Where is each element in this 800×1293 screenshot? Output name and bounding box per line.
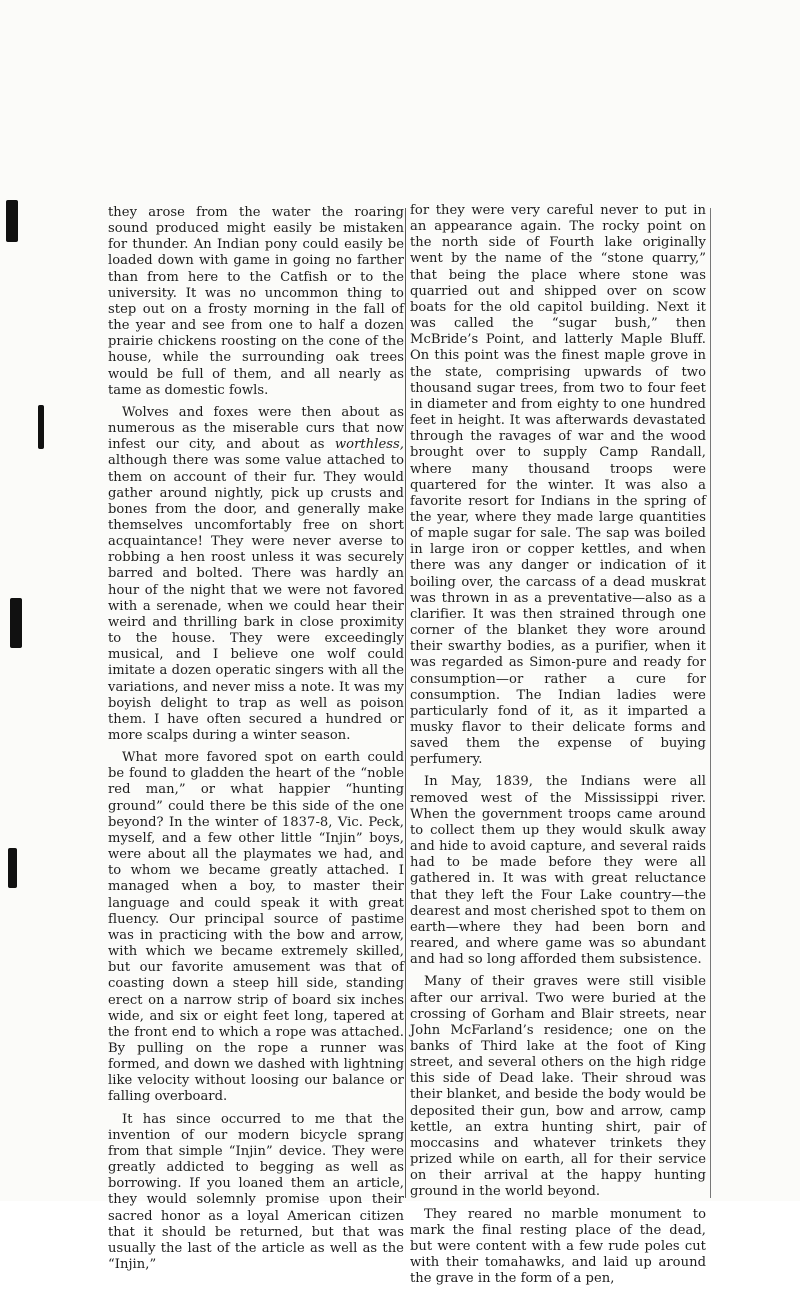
binding-hole-mark [8, 848, 17, 888]
binding-hole-mark [10, 598, 22, 648]
paragraph-text: although there was some value attached to them on account of their fur. They would gather around nightly, pick up crusts and bones from the door, and generally make themselves uncomfortably free on short acquaintance! They were never averse to robbing a hen roost unless it was securely barred and bolted. There was hardly an hour of the night that we were not favored with a serenade, when we could hear their weird and thrilling bark in close proximity to the house. They were exceedingly musical, and I believe one wolf could imitate a dozen operatic singers with all the variations, and never miss a note. It was my boyish delight to trap as well as poison them. I have often secured a hundred or more scalps during a winter season. [108, 453, 404, 743]
binding-hole-mark [38, 405, 44, 449]
paragraph: What more favored spot on earth could be found to gladden the heart of the “noble red man,” or what happier “hunting ground” could there be this side of the one beyond? In the winter of 1837-8, Vic. Peck, myself, and a few other little “Injin” boys, were about all the playmates we had, and to whom we became greatly attached. I managed when a boy, to master their language and could speak it with great fluency. Our principal source of pastime was in practicing with the bow and arrow, with which we became extremely skilled, but our favorite amusement was that of coasting down a steep hill side, standing erect on a narrow strip of board six inches wide, and six or eight feet long, tapered at the front end to which a rope was attached. By pulling on the rope a runner was formed, and down we dashed with lightning like velocity without loosing our balance or falling overboard. [108, 750, 404, 1105]
paragraph: It has since occurred to me that the invention of our modern bicycle sprang from that simple “Injin” device. They were greatly addicted to begging as well as borrowing. If you loaned them an article, they would solemnly promise upon their sacred honor as a loyal American citizen that it should be returned, but that was usually the last of the article as well as the “Injin,” [108, 1111, 404, 1272]
paragraph-text: Wolves and foxes were then about as numerous as the miserable curs that now infest our city, and about as [108, 404, 404, 453]
paragraph: for they were very careful never to put in an appearance again. The rocky point on the north side of Fourth lake originally went by the name of the “stone quarry,” that being the place where stone was quarried out and shipped over on scow boats for the old capitol building. Next it was called the “sugar bush,” then McBride’s Point, and latterly Maple Bluff. On this point was the finest maple grove in the state, comprising upwards of two thousand sugar trees, from two to four feet in diameter and from eighty to one hundred feet in height. It was afterwards devastated through the ravages of war and the wood brought over to supply Camp Randall, where many thousand troops were quartered for the winter. It was also a favorite resort for Indians in the spring of the year, where they made large quantities of maple sugar for sale. The sap was boiled in large iron or copper kettles, and when there was any danger or indication of it boiling over, the carcass of a dead muskrat was thrown in as a preventative—also as a clarifier. It was then strained through one corner of the blanket they wore around their swarthy bodies, as a purifier, when it was regarded as Simon-pure and ready for consumption—or rather a cure for consumption. The Indian ladies were particularly fond of it, as it imparted a musky flavor to their delicate forms and saved them the expense of buying perfumery. [410, 203, 706, 768]
paragraph: They reared no marble monument to mark the final resting place of the dead, but were content with a few rude poles cut with their tomahawks, and laid up around the grave in the form of a pen, [410, 1206, 706, 1287]
column-divider [405, 208, 406, 1198]
paragraph: In May, 1839, the Indians were all removed west of the Mississippi river. When the government troops came around to collect them up they would skulk away and hide to avoid capture, and several raids had to be made before they were all gathered in. It was with great reluctance that they left the Four Lake country—the dearest and most cherished spot to them on earth—where they had been born and reared, and where game was so abundant and had so long afforded them subsistence. [410, 774, 706, 968]
italic-text: worthless, [334, 437, 404, 453]
paragraph [108, 405, 404, 744]
paragraph: Many of their graves were still visible after our arrival. Two were buried at the crossing of Gorham and Blair streets, near John McFarland’s residence; one on the banks of Third lake at the foot of King street, and several others on the high ridge this side of Dead lake. Their shroud was their blanket, and beside the body would be deposited their gun, bow and arrow, camp kettle, an extra hunting shirt, pair of moccasins and whatever trinkets they prized while on earth, all for their service on their arrival at the happy hunting ground in the world beyond. [410, 974, 706, 1200]
left-column [108, 205, 404, 1279]
right-column [410, 203, 706, 1293]
paragraph: they arose from the water the roaring sound produced might easily be mistaken for thunder. An Indian pony could easily be loaded down with game in going no farther than from here to the Catfish or to the university. It was no uncommon thing to step out on a frosty morning in the fall of the year and see from one to half a dozen prairie chickens roosting on the cone of the house, while the surrounding oak trees would be full of them, and all nearly as tame as domestic fowls. [108, 205, 404, 398]
binding-hole-mark [6, 200, 18, 242]
column-edge-rule [710, 208, 711, 1198]
